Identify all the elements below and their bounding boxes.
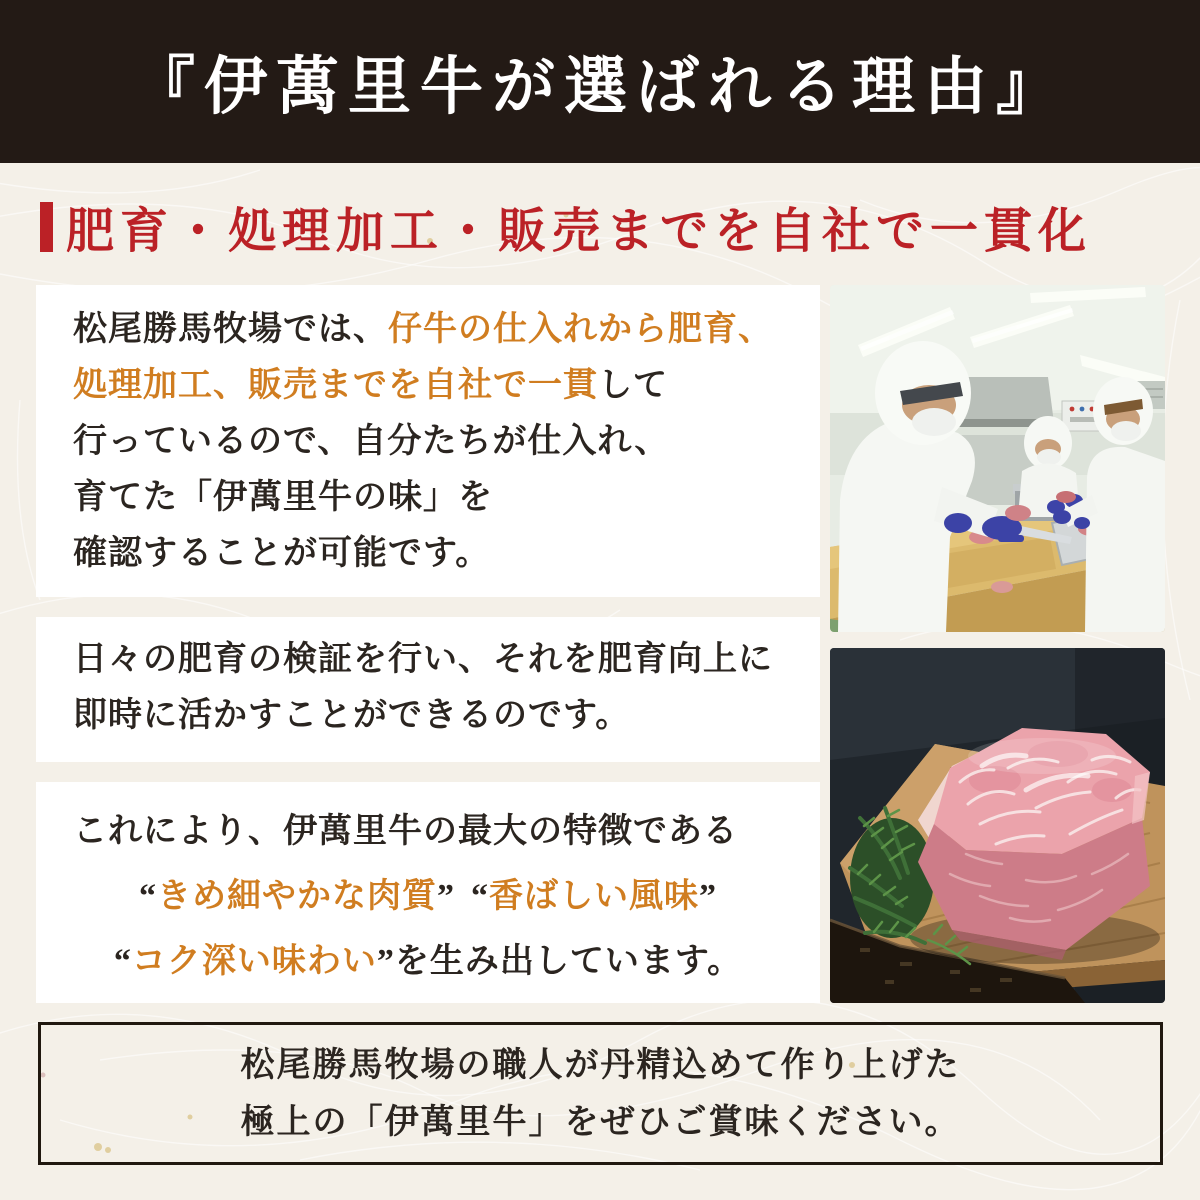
card1-line1-orange: 仔牛の仕入れから肥育、: [388, 311, 773, 348]
feature-aroma: 香ばしい風味: [489, 878, 699, 915]
beef-photo: [830, 648, 1165, 1003]
card2-line1: 日々の肥育の検証を行い、それを肥育向上に: [73, 641, 773, 678]
card2-line2: 即時に活かすことができるのです。: [73, 697, 631, 734]
feature-flavor: コク深い味わい: [131, 943, 377, 980]
header-band: [0, 0, 1200, 163]
factory-photo: [830, 285, 1165, 632]
card3-line2: [36, 864, 820, 929]
card1-line3: 行っているので、自分たちが仕入れ、: [73, 423, 670, 460]
text-card-2: [36, 617, 820, 762]
quote-open: “: [471, 878, 489, 915]
closing-line1: 松尾勝馬牧場の職人が丹精込めて作り上げた: [240, 1046, 961, 1084]
section-heading-text: 肥育・処理加工・販売までを自社で一貫化: [66, 205, 1093, 258]
card3-line1: これにより、伊萬里牛の最大の特徴である: [73, 813, 738, 850]
card1-line5: 確認することが可能です。: [73, 535, 491, 572]
heading-accent-bar: [40, 202, 53, 252]
factory-photo-illustration: [830, 285, 1165, 632]
text-card-3: [36, 782, 820, 1003]
card1-line1-black: 松尾勝馬牧場では、: [73, 311, 388, 348]
card1-line4: 育てた「伊萬里牛の味」を: [73, 479, 493, 516]
quote-close: ”: [376, 943, 395, 980]
card1-line2-orange: 処理加工、販売までを自社で一貫: [73, 367, 598, 404]
beef-photo-illustration: [830, 648, 1165, 1003]
section-heading: [40, 192, 1092, 261]
quote-close: ”: [699, 878, 717, 915]
quote-close: ”: [437, 878, 455, 915]
quote-open: “: [113, 943, 132, 980]
page-title: 『伊萬里牛が選ばれる理由』: [132, 52, 1068, 122]
closing-box: [38, 1022, 1163, 1165]
card1-line1: [73, 302, 820, 358]
card3-line3-tail: を生み出しています。: [394, 943, 743, 980]
card3-line3: [36, 929, 820, 994]
closing-line2: 極上の「伊萬里牛」をぜひご賞味ください。: [240, 1103, 961, 1141]
text-card-1: [36, 285, 820, 597]
feature-texture: きめ細やかな肉質: [157, 878, 437, 915]
quote-open: “: [139, 878, 157, 915]
card1-line2: [73, 358, 820, 414]
card1-line2-black: して: [598, 367, 668, 404]
